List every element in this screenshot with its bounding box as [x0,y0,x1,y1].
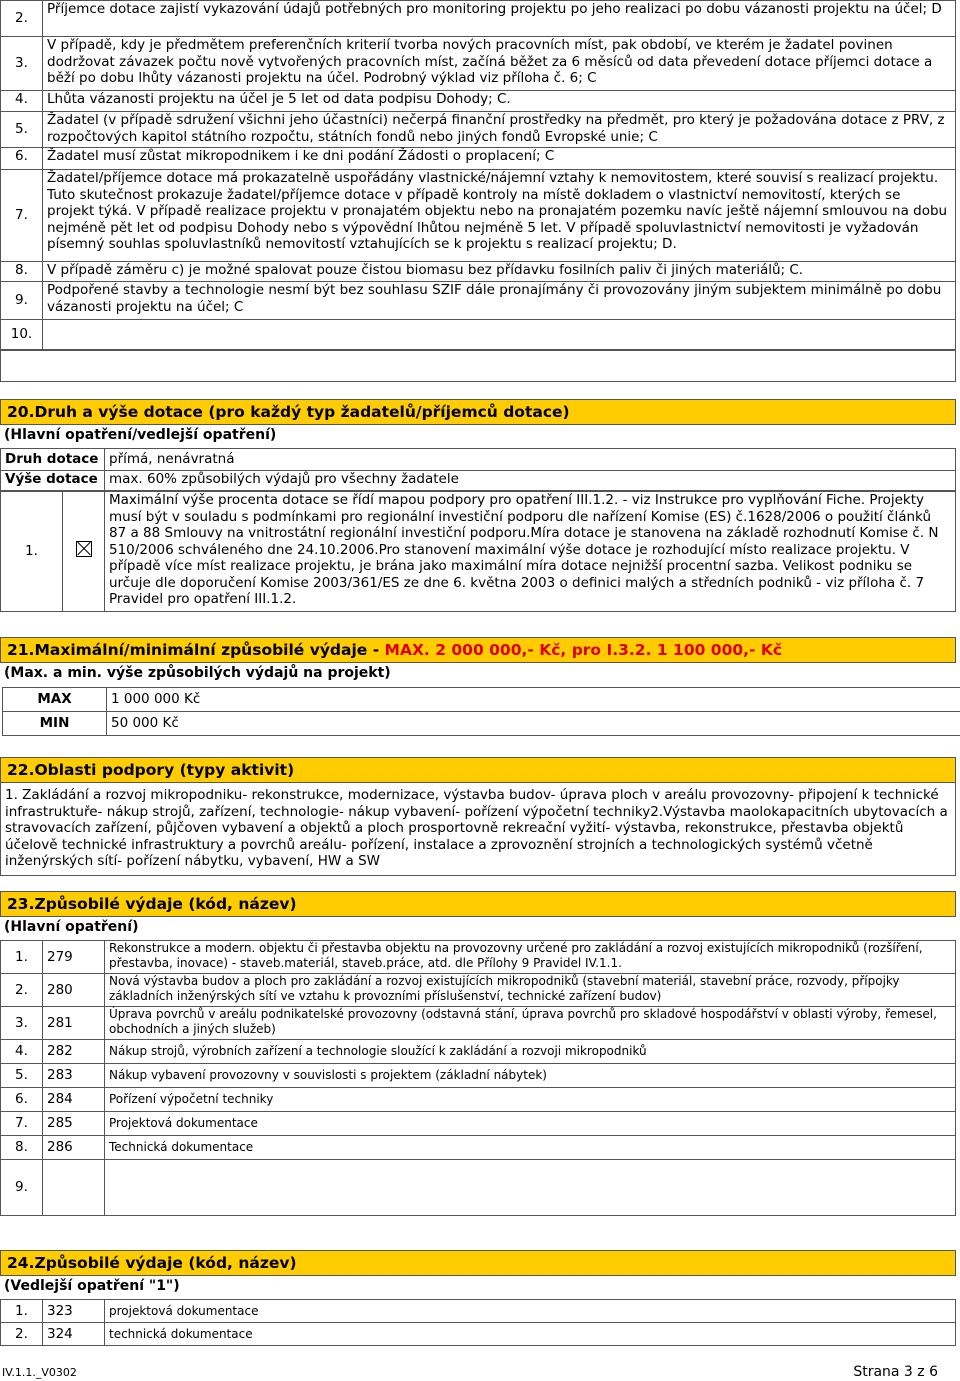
condition-row [1,320,956,350]
expense-code: 279 [43,941,105,974]
expense-row [1,974,956,1007]
expense-row [1,1040,956,1064]
section-22-title: 22.Oblasti podpory (typy aktivit) [0,757,956,783]
expense-row [1,1323,956,1346]
section-21-subtitle: (Max. a min. výše způsobilých výdajů na projekt) [4,665,391,681]
condition-number: 10. [1,320,43,350]
expense-code: 323 [43,1300,105,1323]
footer-page-number: Strana 3 z 6 [853,1364,938,1380]
condition-text: Žadatel (v případě sdružení všichni jeho účastníci) nečerpá finanční prostředky na předmět, pro který je požadována dotace z PRV, z rozpočtových kapitol státního rozpočtu, státních fondů nebo jiných fondů Evropské unie; C [43,112,956,148]
min-label: MIN [3,712,107,736]
section-21-title-red: MAX. 2 000 000,- Kč, pro I.3.2. 1 100 000,- Kč [384,641,783,659]
spacer-box [0,350,956,382]
condition-row [1,91,956,112]
condition-row [1,262,956,282]
row-text: Maximální výše procenta dotace se řídí mapou podpory pro opatření III.1.2. - viz Instrukce pro vyplňování Fiche. Projekty musí být v souladu s podmínkami pro regionální investiční podporu dle nařízení Komise (ES) č.1628/2006 o použití článků 87 a 88 Smlouvy na vnitrostátní regionální investiční podporu.Míra dotace je stanovena na základě rozhodnutí Komise č. N 510/2006 schváleného dne 24.10.2006.Pro stanovení maximální výše dotace je rozhodující místo realizace projektu. V případě více míst realizace projektu, je brána jako maximální míra dotace nejnižší procentní sazba. Velikost podniku se určuje dle doporučení Komise 2003/361/ES ze dne 6. května 2003 o definici malých a středních podniků - viz příloha č. 7 Pravidel pro opatření III.1.2. [105,492,956,612]
condition-text: Žadatel musí zůstat mikropodnikem i ke dni podání Žádosti o proplacení; C [43,148,956,170]
expense-code [43,1160,105,1216]
condition-row [1,112,956,148]
section-23 [0,891,956,1216]
expense-name: Nákup strojů, výrobních zařízení a technologie sloužící k zakládání a rozvoji mikropodniků [105,1040,956,1064]
expense-code: 284 [43,1088,105,1112]
max-label: MAX [3,688,107,712]
condition-number: 9. [1,282,43,320]
expense-name [105,1160,956,1216]
druh-label: Druh dotace [1,449,105,471]
druh-value: přímá, nenávratná [105,449,956,471]
section-23-title: 23.Způsobilé výdaje (kód, název) [0,891,956,917]
condition-number: 3. [1,37,43,91]
row-number: 6. [1,1088,43,1112]
expense-row [1,1112,956,1136]
row-number: 2. [1,1323,43,1346]
row-number: 4. [1,1040,43,1064]
row-number: 1. [1,1300,43,1323]
expense-row [1,1064,956,1088]
section-20-row [0,491,956,612]
section-22-text: 1. Zakládání a rozvoj mikropodniku- rekonstrukce, modernizace, výstavba budov- úprava ploch v areálu provozovny- připojení k technické infrastruktuře- nákup strojů, zařízení, technologie- nákup vybavení- pořízení výpočetní techniky2.Výstavba maolokapacitních ubytovacích a stravovacích zařízení, půjčoven vybavení a objektů a ploch prosportovně rekreační vyžití- výstavba, rekonstrukce, přestavba objektů účelově technické infrastruktury a povrchů areálu- pořízení, instalace a zprovoznění strojních a technologických systémů včetně inženýrských sítí- pořízení nábytku, vybavení, HW a SW [0,783,956,876]
condition-row [1,170,956,262]
footer-version: IV.1.1._V0302 [2,1366,77,1379]
expense-row [1,1007,956,1040]
vyse-label: Výše dotace [1,471,105,491]
expense-name: Pořízení výpočetní techniky [105,1088,956,1112]
vyse-value: max. 60% způsobilých výdajů pro všechny žadatele [105,471,956,491]
row-number: 7. [1,1112,43,1136]
expense-code: 282 [43,1040,105,1064]
conditions-table [0,0,956,350]
condition-number: 4. [1,91,43,112]
row-number: 9. [1,1160,43,1216]
condition-number: 5. [1,112,43,148]
checked-checkbox-icon[interactable] [76,541,92,557]
expense-name: technická dokumentace [105,1323,956,1346]
expense-name: Nákup vybavení provozovny v souvislosti s projektem (základní nábytek) [105,1064,956,1088]
section-21 [0,637,956,736]
expense-name: Rekonstrukce a modern. objektu či přestavba objektu na provozovny určené pro zakládání a rozvoj existujících mikropodniků (rozšíření, přestavba, inovace) - staveb.materiál, staveb.práce, atd. dle Přílohy 9 Pravidel IV.1.1. [105,941,956,974]
expense-row [1,1088,956,1112]
max-value: 1 000 000 Kč [107,688,960,712]
condition-row [1,1,956,37]
section-24-title: 24.Způsobilé výdaje (kód, název) [0,1250,956,1276]
condition-row [1,282,956,320]
section-22 [0,757,956,876]
expense-code: 281 [43,1007,105,1040]
section-21-title: 21.Maximální/minimální způsobilé výdaje - [7,641,385,659]
expense-name: Projektová dokumentace [105,1112,956,1136]
expense-name: Úprava povrchů v areálu podnikatelské provozovny (odstavná stání, úprava povrchů pro skladové hospodářství v oblasti výroby, řemesel, obchodních a jiných služeb) [105,1007,956,1040]
section-23-table [0,940,956,1216]
section-20-subtitle: (Hlavní opatření/vedlejší opatření) [4,427,277,443]
row-number: 8. [1,1136,43,1160]
condition-text: Příjemce dotace zajistí vykazování údajů potřebných pro monitoring projektu po jeho realizaci po dobu vázanosti projektu na účel; D [43,1,956,37]
row-number: 5. [1,1064,43,1088]
condition-text: Lhůta vázanosti projektu na účel je 5 let od data podpisu Dohody; C. [43,91,956,112]
row-number: 2. [1,974,43,1007]
expense-row [1,1160,956,1216]
section-20-title: 20.Druh a výše dotace (pro každý typ žadatelů/příjemců dotace) [0,399,956,425]
row-number: 1. [1,941,43,974]
condition-text: Žadatel/příjemce dotace má prokazatelně uspořádány vlastnické/nájemní vztahy k nemovitostem, které souvisí s realizací projektu. Tuto skutečnost prokazuje žadatel/příjemce dotace v případě kontroly na místě dokladem o vlastnictví nemovitostí, kterých se projekt týká. V případě realizace projektu v pronajatém objektu nebo na pronajatém pozemku navíc ještě nájemní smlouvou na dobu nejméně pět let od podpisu Dohody nebo s výpovědní lhůtou nejméně 5 let. V případě spoluvlastnictví nemovitosti je vyžadován písemný souhlas spoluvlastníků nemovitostí vztahujících se k projektu s realizací projektu; D. [43,170,956,262]
row-number: 3. [1,1007,43,1040]
section-21-table [2,687,960,736]
expense-name: Technická dokumentace [105,1136,956,1160]
expense-code: 283 [43,1064,105,1088]
condition-number: 8. [1,262,43,282]
section-23-subtitle: (Hlavní opatření) [4,919,139,935]
condition-row [1,148,956,170]
expense-row [1,1136,956,1160]
condition-number: 7. [1,170,43,262]
section-20-table [0,448,956,491]
expense-row [1,1300,956,1323]
expense-code: 324 [43,1323,105,1346]
row-number: 1. [1,492,63,612]
condition-number: 6. [1,148,43,170]
condition-number: 2. [1,1,43,37]
section-24-subtitle: (Vedlejší opatření "1") [4,1278,180,1294]
condition-text: V případě, kdy je předmětem preferenčních kriterií tvorba nových pracovních míst, pak období, ve kterém je žadatel povinen dodržovat závazek počtu nově vytvořených pracovních míst, začíná běžet za 6 měsíců od data převedení dotace příjemci dotace a běží po dobu lhůty vázanosti projektu na účel. Podrobný výklad viz příloha č. 6; C [43,37,956,91]
min-value: 50 000 Kč [107,712,960,736]
expense-name: projektová dokumentace [105,1300,956,1323]
expense-code: 285 [43,1112,105,1136]
expense-code: 286 [43,1136,105,1160]
section-20 [0,399,956,612]
section-24 [0,1250,956,1346]
condition-text: V případě záměru c) je možné spalovat pouze čistou biomasu bez přídavku fosilních paliv či jiných materiálů; C. [43,262,956,282]
expense-code: 280 [43,974,105,1007]
expense-row [1,941,956,974]
section-24-table [0,1299,956,1346]
expense-name: Nová výstavba budov a ploch pro zakládání a rozvoj existujících mikropodniků (stavební materiál, stavební práce, rozvody, přípojky základních inženýrských sítí ve vztahu k provozními příslušenství, technické zařízení budov) [105,974,956,1007]
condition-text [43,320,956,350]
condition-text: Podpořené stavby a technologie nesmí být bez souhlasu SZIF dále pronajímány či provozovány jiným subjektem minimálně po dobu vázanosti projektu na účel; C [43,282,956,320]
condition-row [1,37,956,91]
